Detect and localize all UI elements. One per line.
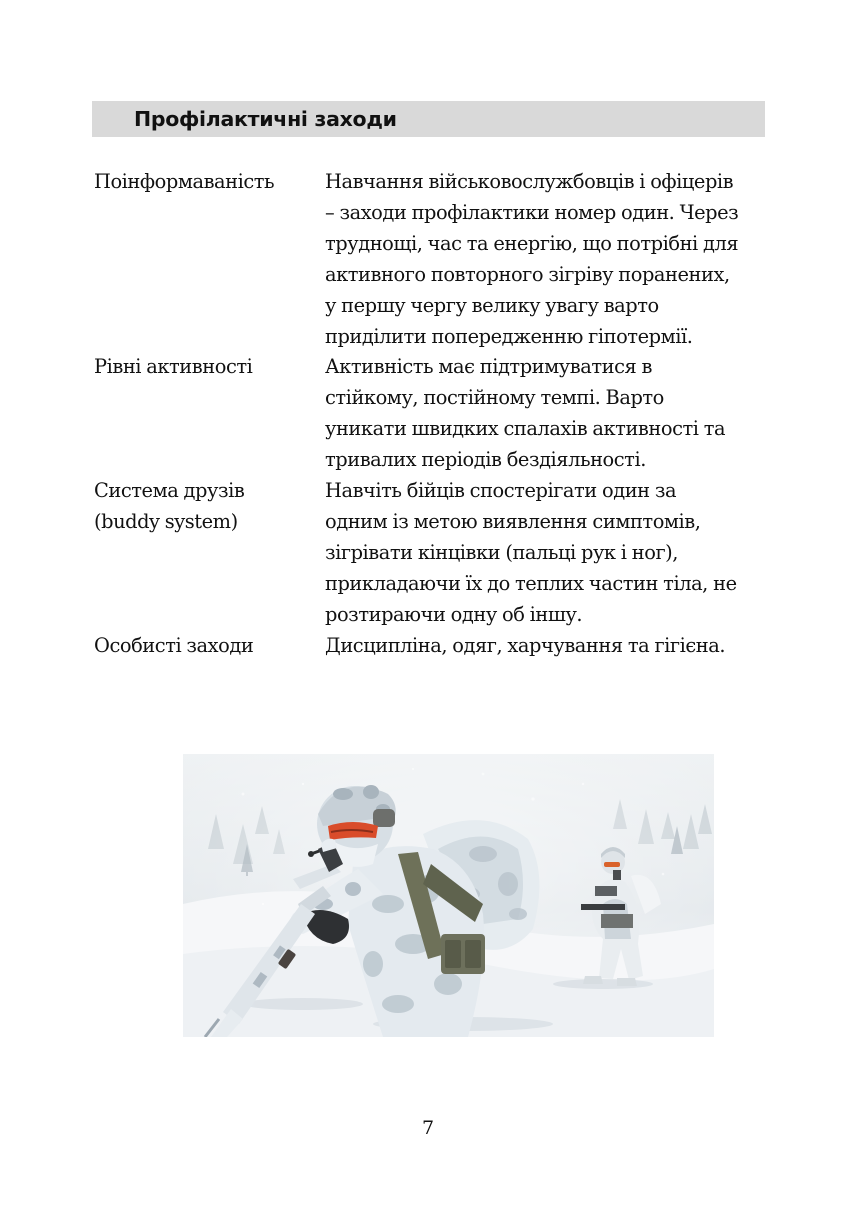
section-title: Профілактичні заходи	[134, 107, 397, 131]
row-definition: Навчання військовослужбовців і офіцерів – заходи профілактики номер один. Через труднощі, час та енергію, що потрібні для активного повторного зігріву поранених, у першу чергу велику увагу варто приділити попередженню гіпотермії.	[325, 170, 739, 348]
table-row	[94, 631, 774, 662]
table-row	[94, 167, 774, 352]
page-number: 7	[421, 1117, 435, 1139]
table-row	[94, 476, 774, 631]
table-row	[94, 352, 774, 476]
winter-soldiers-photo	[183, 754, 714, 1037]
row-definition: Дисципліна, одяг, харчування та гігієна.	[325, 633, 726, 657]
row-term: Система друзів (buddy system)	[94, 479, 245, 533]
row-definition: Навчіть бійців спостерігати один за одним із метою виявлення симптомів, зігрівати кінцівки (пальці рук і ног), прикладаючи їх до теплих частин тіла, не розтираючи одну об іншу.	[325, 479, 737, 626]
row-term: Поінформаваність	[94, 170, 275, 193]
row-term: Рівні активності	[94, 355, 253, 379]
section-header	[92, 101, 765, 137]
prevention-table	[94, 167, 774, 662]
row-definition: Активність має підтримуватися в стійкому, постійному темпі. Варто уникати швидких спалахів активності та тривалих періодів бездіяльності.	[325, 355, 726, 472]
row-term: Особисті заходи	[94, 633, 254, 657]
